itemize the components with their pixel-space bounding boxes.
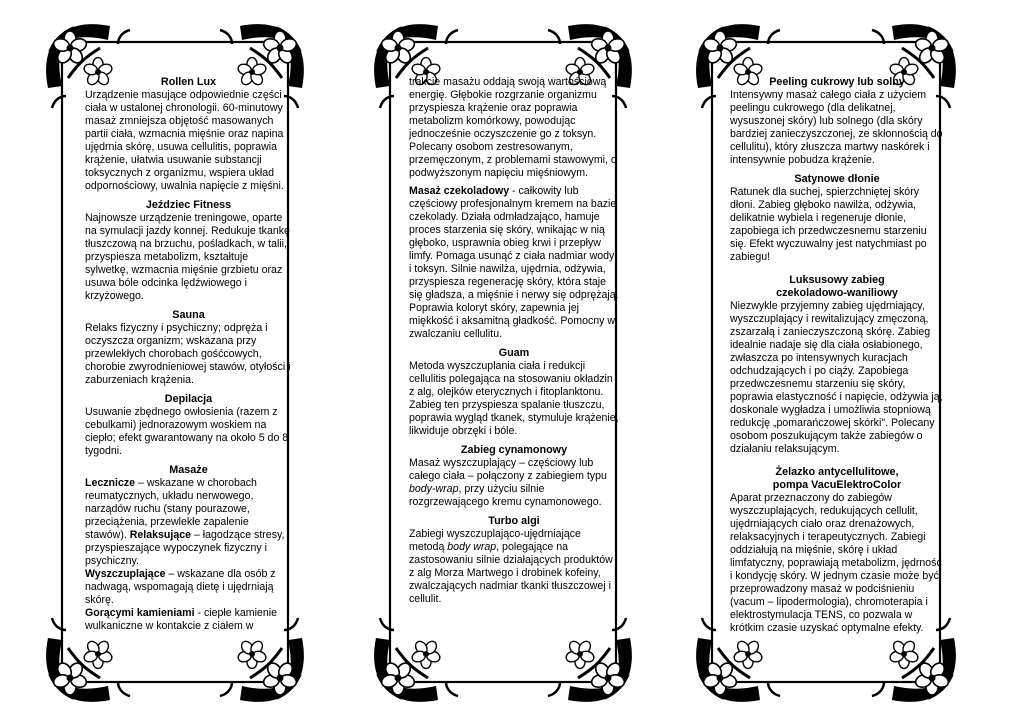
- section-text: trakcie masażu oddają swoją wartościową energię. Głębokie rozgrzanie organizmu przyspiesza krążenie oraz poprawia metabolizm komórkowy, powodując jednocześnie oczyszczenie go z toksyn. Polecany osobom zestresowanym, przemęczonym, z problemami stawowymi, o podwyższonym napięciu mięśniowym.: [409, 76, 617, 179]
- section-title: Sauna: [172, 309, 205, 321]
- section-title: Zabieg cynamonowy: [460, 444, 568, 456]
- panel-left: [40, 18, 310, 708]
- section-text: Usuwanie zbędnego owłosienia (razem z cebulkami) jednorazowym woskiem na ciepło; efekt gwarantowany na około 5 do 8 tygodni.: [85, 406, 289, 457]
- section-text: Metoda wyszczuplania ciała i redukcji cellulitis polegająca na stosowaniu okładzin z alg, olejków eterycznych i fitoplanktonu. Zabieg ten przyspiesza spalanie tłuszczu, poprawia wygląd tkanek, stymuluje krążenie, likwiduje obrzęki i bóle.: [409, 360, 619, 437]
- section-text: Najnowsze urządzenie treningowe, oparte na symulacji jazdy konnej. Redukuje tkankę tłuszczową na brzuchu, pośladkach, w talii, przyspiesza metabolizm, kształtuje sylwetkę, wzmacnia mięśnie grzbietu oraz usuwa bóle odcinka lędźwiowego i krzyżowego.: [85, 212, 290, 302]
- section-text: [85, 477, 292, 633]
- massage-type-text: – łagodzące stresy, przyspieszające wypoczynek fizyczny i psychiczny.: [85, 529, 285, 567]
- section-text: Zabiegi wyszczuplająco-ujędrniające metodą body wrap, polegające na zastosowaniu silnie działających produktów z alg Morza Martwego i drobinek kofeiny, zwalczających nadmiar tkanki tłuszczowej i cellulit.: [409, 528, 613, 605]
- panel-left-text: [85, 76, 292, 633]
- section-text: Relaks fizyczny i psychiczny; odpręża i oczyszcza organizm; wskazana przy przewlekłych chorobach gośćcowych, chorobie zwyrodnieniowej stawów, otyłości i zaburzeniach krążenia.: [85, 322, 291, 386]
- section-title: Guam: [498, 347, 530, 359]
- section-title: Żelazko antycellulitowe, pompa VacuElektroColor: [772, 466, 902, 491]
- section-title: Rollen Lux: [160, 76, 217, 88]
- section-text: Urządzenie masujące odpowiednie części ciała w ustalonej chronologii. 60-minutowy masaż zmniejsza objętość masowanych partii ciała, wzmacnia mięśnie oraz napina i ujędrnia skórę, usuwa cellulitis, poprawia krążenie, ułatwia usuwanie substancji toksycznych z organizmu, wspiera układ odpornościowy, uwalnia napięcie z mięśni.: [85, 89, 289, 192]
- section-text: Intensywny masaż całego ciała z użyciem peelingu cukrowego (dla delikatnej, wysuszonej skóry) lub solnego (dla skóry bardziej zanieczyszczonej, ze skłonnością do cellulitu), który złuszcza martwy naskórek i intensywnie pobudza krążenie.: [730, 89, 943, 166]
- section-title: Jeździec Fitness: [145, 199, 232, 211]
- section-text: Masaż czekoladowy - całkowity lub częściowy profesjonalnym kremem na bazie czekolady. Działa odmładzająco, hamuje proces starzenia się skóry, wnikając w nią głęboko, usprawnia obieg krwi i przepływ limfy. Pomaga usunąć z ciała nadmiar wody i toksyn. Silnie nawilża, ujędrnia, odżywia, przyspiesza regenerację skóry, która staje się gładsza, a mięśnie i nerwy się odprężają. Poprawia koloryt skóry, zapewnia jej miękkość i aksamitną gładkość. Pomocny w zwalczaniu cellulitu.: [409, 185, 619, 340]
- panel-middle: [368, 18, 638, 708]
- section-text: Niezwykle przyjemny zabieg ujędrniający, wyszczuplający i rewitalizujący zmęczoną, zszarzałą i zanieczyszczoną skórę. Zabieg idealnie nadaje się dla ciała osłabionego, zwłaszcza po intensywnych kuracjach odchudzających i po ciąży. Zapobiega przedwczesnemu starzeniu się skóry, poprawia elastyczność i napięcie, odżywia ją, doskonale wygładza i umożliwia stopniową redukcję „pomarańczowej skórki". Polecany osobom poszukującym także zabiegów o działaniu relaksującym.: [730, 300, 943, 455]
- massage-type-text: – wskazane dla osób z nadwagą, wspomagają dietę i ujędrniają skórę.: [85, 568, 276, 606]
- massage-type-label: Wyszczuplające: [85, 568, 166, 580]
- section-text: Masaż wyszczuplający – częściowy lub całego ciała – połączony z zabiegiem typu body-wrap, przy użyciu silnie rozgrzewającego kremu cynamonowego.: [409, 457, 607, 508]
- massage-type-text: - ciepłe kamienie wulkaniczne w kontakcie z ciałem w: [85, 607, 277, 632]
- section-text: Aparat przeznaczony do zabiegów wyszczuplających, redukujących cellulit, ujędrniających ciało oraz drenażowych, relaksacyjnych i terapeutycznych. Zabiegi oddziałują na mięśnie, skórę i układ limfatyczny, poprawiają metabolizm, jędrność i kondycję skóry. W jednym czasie może być przeprowadzony masaż w podciśnieniu (vacum – lipodermologia), chromoterapia i elektrostymulacja TENS, co pozwala w krótkim czasie uzyskać optymalne efekty.: [730, 492, 942, 634]
- massage-type-label: Relaksujące: [129, 529, 192, 541]
- section-title: Depilacja: [164, 393, 213, 405]
- section-text: Ratunek dla suchej, spierzchniętej skóry dłoni. Zabieg głęboko nawilża, odżywia, delikatnie wybiela i regeneruje dłonie, zapobiega ich przedwczesnemu starzeniu się. Efekt wyczuwalny jest natychmiast po zabiegu!: [730, 186, 927, 263]
- section-title: Peeling cukrowy lub solny: [769, 76, 905, 88]
- section-label: Masaż czekoladowy: [409, 185, 510, 197]
- massage-type-text: – wskazane w chorobach reumatycznych, układu nerwowego, narządów ruchu (stany pourazowe, przeciążenia, przewlekłe zapalenie stawów).: [85, 477, 257, 541]
- panel-middle-text: [409, 76, 619, 606]
- panel-right-text: [730, 76, 944, 635]
- massage-type-label: Gorącymi kamieniami: [85, 607, 195, 619]
- panel-right: [690, 18, 962, 708]
- section-title: Satynowe dłonie: [794, 173, 880, 185]
- section-title: Luksusowy zabieg czekoladowo-waniliowy: [776, 274, 898, 299]
- section-title: Masaże: [169, 464, 208, 476]
- section-title: Turbo algi: [488, 515, 540, 527]
- massage-type-label: Lecznicze: [85, 477, 136, 489]
